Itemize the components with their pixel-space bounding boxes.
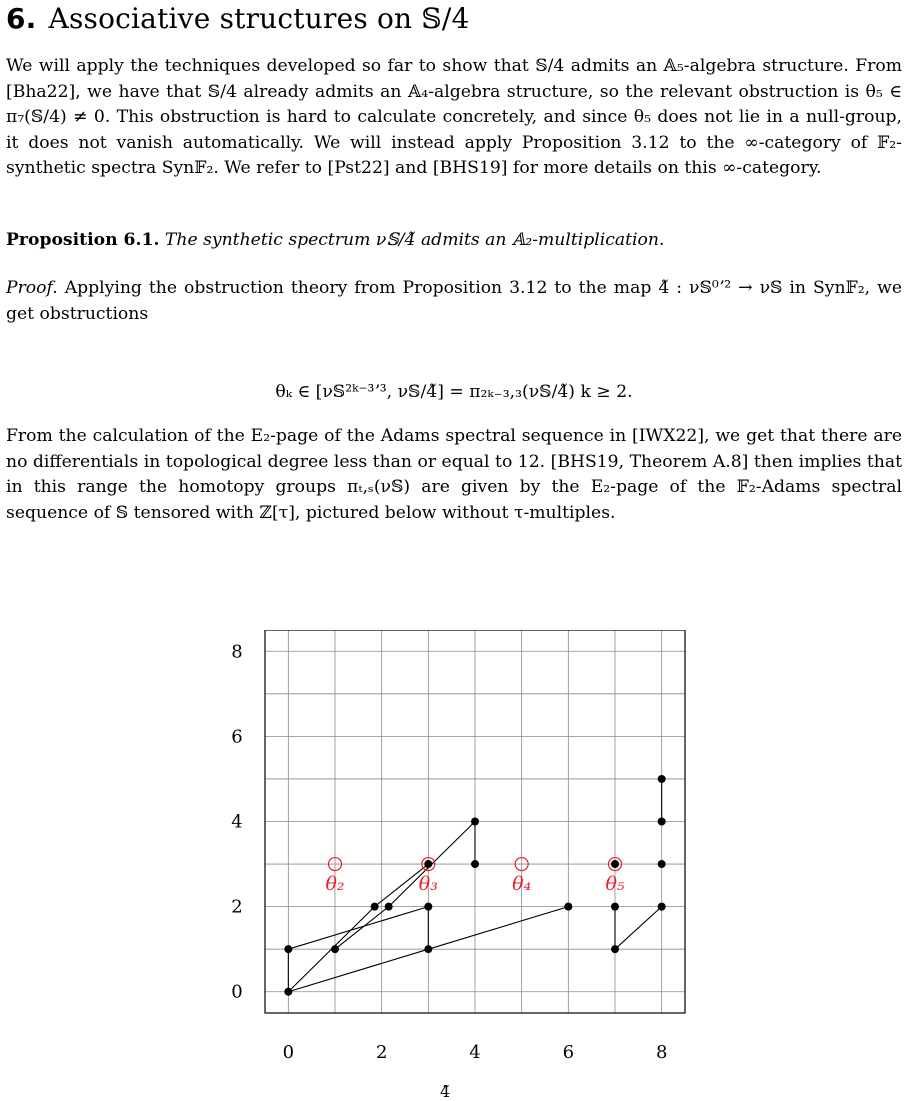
- chart-dot: [424, 903, 432, 911]
- chart-dot: [424, 945, 432, 953]
- intro-paragraph: We will apply the techniques developed so far to show that 𝕊/4 admits an 𝔸₅-algebra structure. From [Bha22], we have that 𝕊/4 already admits an 𝔸₄-algebra structure, so the relevant obstruction is θ₅ ∈ π₇(𝕊/4) ≠ 0. This obstruction is hard to calculate concretely, and since θ₅ does not lie in a null-group, it does not vanish automatically. We will instead apply Proposition 3.12 to the ∞-category of 𝔽₂-synthetic spectra Syn𝔽₂. We refer to [Pst22] and [BHS19] for more details on this ∞-category.: [6, 56, 902, 179]
- y-tick-label: 4: [231, 811, 243, 833]
- e2-paragraph: From the calculation of the E₂-page of the Adams spectral sequence in [IWX22], we get that there are no differentials in topological degree less than or equal to 12. [BHS19, Theorem A.8] then implies that in this range the homotopy groups πₜ,ₛ(ν𝕊) are given by the E₂-page of the 𝔽₂-Adams spectral sequence of 𝕊 tensored with ℤ[τ], pictured below without τ-multiples.: [6, 426, 902, 523]
- x-tick-label: 2: [375, 1042, 388, 1063]
- chart-dot: [611, 903, 619, 911]
- proof-paragraph: [6, 276, 902, 327]
- obstruction-label: θ₅: [605, 873, 625, 896]
- chart-dot: [385, 903, 393, 911]
- y-tick-label: 6: [231, 726, 243, 748]
- proposition-label: Proposition 6.1.: [6, 230, 160, 250]
- proposition-text: The synthetic spectrum ν𝕊/4̃ admits an 𝔸₂-multiplication.: [164, 230, 665, 250]
- chart-dot: [658, 775, 666, 783]
- chart-dot: [284, 988, 292, 996]
- y-tick-label: 8: [231, 641, 243, 663]
- chart-dot: [371, 903, 379, 911]
- obstruction-label: θ₂: [325, 873, 345, 896]
- chart-dot: [284, 945, 292, 953]
- y-tick-label: 0: [231, 981, 243, 1003]
- chart-dot: [424, 860, 432, 868]
- x-tick-label: 8: [655, 1042, 668, 1063]
- obstruction-label: θ₃: [418, 873, 438, 896]
- section-title: [6, 2, 469, 35]
- obstruction-label: θ₄: [512, 873, 532, 896]
- x-tick-label: 4: [469, 1042, 481, 1063]
- y-tick-label: 2: [231, 896, 243, 918]
- chart-dot: [658, 860, 666, 868]
- chart-dot: [658, 903, 666, 911]
- chart-dot: [331, 945, 339, 953]
- connection-line: [288, 907, 428, 950]
- connection-line: [428, 907, 568, 950]
- proof-text: Applying the obstruction theory from Proposition 3.12 to the map 4̃ : ν𝕊⁰ʼ² → ν𝕊 in Syn𝔽₂, we get obstructions: [6, 278, 902, 324]
- chart-dot: [611, 860, 619, 868]
- chart-dot: [471, 818, 479, 826]
- chart-dot: [611, 945, 619, 953]
- connection-line: [615, 907, 662, 950]
- section-title-text: Associative structures on 𝕊/4: [48, 2, 470, 35]
- proof-label: Proof.: [6, 278, 58, 298]
- x-tick-label: 6: [562, 1042, 575, 1063]
- section-number: 6.: [6, 2, 37, 35]
- adams-chart: [0, 630, 908, 1080]
- figure-caption: 4̃: [440, 1082, 451, 1101]
- proposition: [6, 228, 902, 254]
- x-tick-label: 0: [282, 1042, 295, 1063]
- chart-dot: [471, 860, 479, 868]
- chart-dot: [658, 818, 666, 826]
- connection-line: [335, 907, 389, 950]
- chart-dot: [564, 903, 572, 911]
- obstruction-equation: θₖ ∈ [ν𝕊²ᵏ⁻³ʼ³, ν𝕊/4̃] = π₂ₖ₋₃,₃(ν𝕊/4̃) k ≥ 2.: [275, 382, 633, 402]
